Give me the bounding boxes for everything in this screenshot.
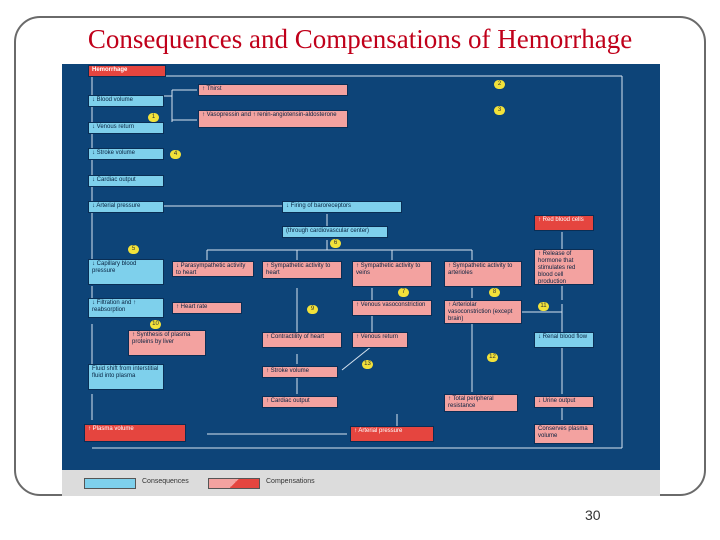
node-sympathetic-heart: ↑ Sympathetic activity to heart (262, 261, 342, 279)
marker-6: 6 (330, 239, 341, 248)
node-capillary-pressure: ↓ Capillary blood pressure (88, 259, 164, 285)
node-synthesis-plasma: ↑ Synthesis of plasma proteins by liver (128, 330, 206, 356)
node-blood-volume: ↓ Blood volume (88, 95, 164, 107)
node-urine-output: ↓ Urine output (534, 396, 594, 408)
marker-11: 11 (538, 302, 549, 311)
node-plasma-volume: ↑ Plasma volume (84, 424, 186, 442)
marker-3: 3 (494, 106, 505, 115)
marker-12: 12 (487, 353, 498, 362)
node-stroke-volume: ↓ Stroke volume (88, 148, 164, 160)
diagram-legend (62, 470, 660, 496)
node-release-hormone: ↑ Release of hormone that stimulates red blood cell production (534, 249, 594, 285)
legend-consequences-label: Consequences (142, 478, 189, 485)
node-parasympathetic: ↓ Parasympathetic activity to heart (172, 261, 254, 277)
page-number: 30 (585, 507, 601, 523)
node-cardiac-output: ↓ Cardiac output (88, 175, 164, 187)
legend-consequences-swatch (84, 478, 136, 489)
marker-8: 8 (489, 288, 500, 297)
node-contractility: ↑ Contractility of heart (262, 332, 342, 348)
node-firing-baroreceptors: ↓ Firing of baroreceptors (282, 201, 402, 213)
node-renal-blood-flow: ↓ Renal blood flow (534, 332, 594, 348)
legend-compensations-swatch (208, 478, 260, 489)
node-venous-return: ↓ Venous return (88, 122, 164, 134)
slide-title: Consequences and Compensations of Hemorrhage (87, 24, 633, 54)
node-arterial-pressure-up: ↑ Arterial pressure (350, 426, 434, 442)
marker-9: 9 (307, 305, 318, 314)
node-thirst: ↑ Thirst (198, 84, 348, 96)
marker-1: 1 (148, 113, 159, 122)
node-filtration: ↓ Filtration and ↑ reabsorption (88, 298, 164, 318)
node-conserves-plasma: Conserves plasma volume (534, 424, 594, 444)
node-heart-rate: ↑ Heart rate (172, 302, 242, 314)
node-venous-return-up: ↑ Venous return (352, 332, 408, 348)
node-cardiovascular-center: (through cardiovascular center) (282, 226, 388, 238)
legend-compensations-label: Compensations (266, 478, 315, 485)
node-arterial-pressure: ↓ Arterial pressure (88, 201, 164, 213)
marker-10: 10 (150, 320, 161, 329)
node-cardiac-output-up: ↑ Cardiac output (262, 396, 338, 408)
marker-4: 4 (170, 150, 181, 159)
marker-7: 7 (398, 288, 409, 297)
node-fluid-shift: Fluid shift from interstitial fluid into plasma (88, 364, 164, 390)
node-sympathetic-veins: ↑ Sympathetic activity to veins (352, 261, 432, 287)
node-venous-vasoconstriction: ↑ Venous vasoconstriction (352, 300, 432, 316)
node-arteriolar-vasoconstriction: ↑ Arteriolar vasoconstriction (except brain) (444, 300, 522, 324)
marker-13: 13 (362, 360, 373, 369)
marker-5: 5 (128, 245, 139, 254)
node-red-blood-cells: ↑ Red blood cells (534, 215, 594, 231)
node-vasopressin: ↑ Vasopressin and ↑ renin-angiotensin-aldosterone (198, 110, 348, 128)
marker-2: 2 (494, 80, 505, 89)
node-sympathetic-arterioles: ↑ Sympathetic activity to arterioles (444, 261, 522, 287)
node-stroke-volume-up: ↑ Stroke volume (262, 366, 338, 378)
node-hemorrhage: Hemorrhage (88, 65, 166, 77)
node-total-peripheral: ↑ Total peripheral resistance (444, 394, 518, 412)
